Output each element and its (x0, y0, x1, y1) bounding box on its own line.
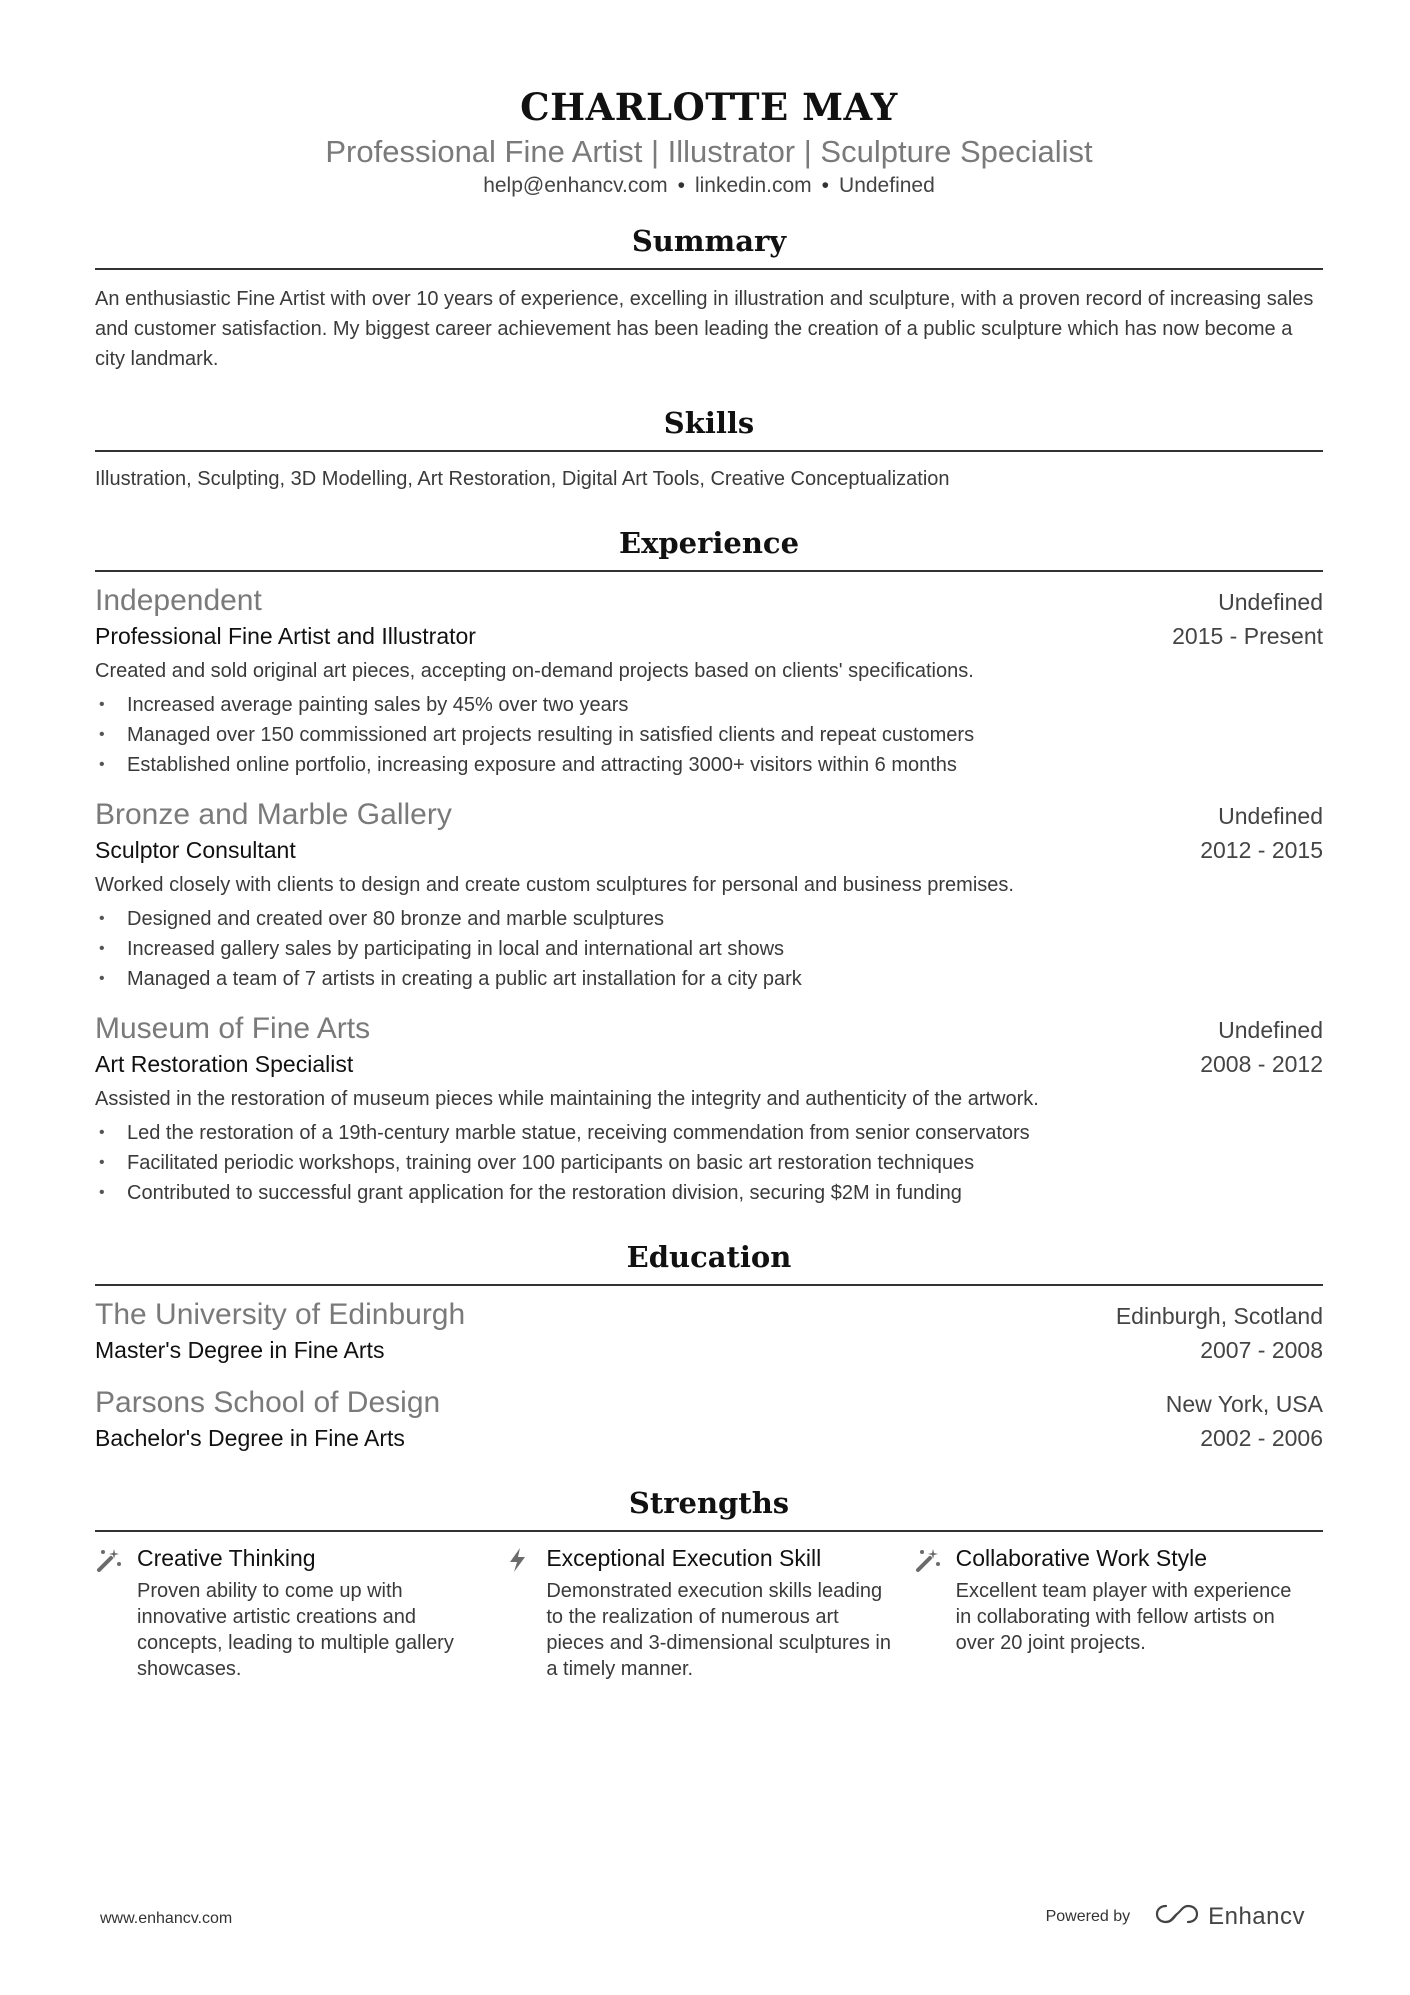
job-bullets (95, 690, 1323, 780)
contact-separator: • (677, 174, 685, 197)
education-degree: Bachelor's Degree in Fine Arts (95, 1425, 405, 1451)
resume-content (95, 0, 1323, 1682)
job-description: Worked closely with clients to design and create custom sculptures for personal and business premises. (95, 874, 1014, 896)
section-title-skills: Skills (663, 406, 755, 440)
section-divider (95, 1284, 1323, 1286)
section-title-summary: Summary (631, 224, 787, 258)
strength-description: Proven ability to come up with innovative artistic creations and concepts, leading to multiple gallery showcases. (137, 1580, 454, 1680)
strength-item (914, 1542, 1323, 1682)
skills-text: Illustration, Sculpting, 3D Modelling, Art Restoration, Digital Art Tools, Creative Conceptualization (95, 468, 950, 490)
job-bullet (95, 720, 1323, 750)
contact-location: Undefined (839, 174, 935, 197)
skills-section (95, 404, 1323, 494)
experience-item (95, 582, 1323, 780)
strengths-section (95, 1484, 1323, 1682)
magic-wand-icon (914, 1542, 956, 1682)
job-location: Undefined (1218, 803, 1323, 829)
education-degree: Master's Degree in Fine Arts (95, 1337, 385, 1363)
education-dates: 2007 - 2008 (1200, 1337, 1323, 1363)
summary-section (95, 222, 1323, 374)
bullet-icon: • (99, 726, 105, 743)
job-role: Professional Fine Artist and Illustrator (95, 623, 476, 649)
job-role: Art Restoration Specialist (95, 1051, 354, 1077)
section-divider (95, 570, 1323, 572)
strength-description: Demonstrated execution skills leading to the realization of numerous art pieces and 3-dimensional sculptures in a timely manner. (546, 1580, 891, 1680)
bullet-icon: • (99, 940, 105, 957)
bullet-text: Managed over 150 commissioned art projects resulting in satisfied clients and repeat customers (127, 724, 975, 746)
job-description: Assisted in the restoration of museum pieces while maintaining the integrity and authenticity of the artwork. (95, 1088, 1039, 1110)
strength-title: Collaborative Work Style (955, 1545, 1208, 1571)
strength-item (95, 1542, 504, 1682)
contact-line (95, 172, 1323, 200)
job-company: Museum of Fine Arts (95, 1012, 371, 1045)
job-company: Bronze and Marble Gallery (95, 798, 452, 831)
job-dates: 2015 - Present (1172, 623, 1323, 649)
job-company: Independent (95, 584, 262, 617)
experience-item (95, 796, 1323, 994)
bullet-icon: • (99, 1124, 105, 1141)
resume-header (95, 0, 1323, 200)
job-description: Created and sold original art pieces, accepting on-demand projects based on clients' specifications. (95, 660, 974, 682)
footer-website[interactable]: www.enhancv.com (100, 1910, 233, 1927)
job-bullet (95, 750, 1323, 780)
section-divider (95, 1530, 1323, 1532)
job-bullet (95, 1178, 1323, 1208)
bullet-text: Managed a team of 7 artists in creating a public art installation for a city park (127, 968, 802, 990)
bullet-icon: • (99, 910, 105, 927)
education-school: The University of Edinburgh (95, 1298, 466, 1331)
contact-linkedin[interactable]: linkedin.com (694, 174, 812, 197)
education-location: New York, USA (1165, 1391, 1323, 1417)
job-bullet (95, 1118, 1323, 1148)
job-bullets (95, 1118, 1323, 1208)
bullet-text: Increased gallery sales by participating in local and international art shows (127, 938, 785, 960)
job-location: Undefined (1218, 1017, 1323, 1043)
education-item (95, 1384, 1323, 1454)
magic-wand-icon (95, 1542, 137, 1682)
bullet-text: Contributed to successful grant application for the restoration division, securing $2M in funding (127, 1182, 962, 1204)
job-location: Undefined (1218, 589, 1323, 615)
brand-name: Enhancv (1208, 1902, 1305, 1930)
job-bullet (95, 690, 1323, 720)
education-item (95, 1296, 1323, 1366)
job-bullet (95, 904, 1323, 934)
bullet-icon: • (99, 756, 105, 773)
education-school: Parsons School of Design (95, 1386, 441, 1419)
education-dates: 2002 - 2006 (1200, 1425, 1323, 1451)
contact-separator: • (821, 174, 830, 197)
candidate-name: CHARLOTTE MAY (520, 85, 898, 129)
summary-text: An enthusiastic Fine Artist with over 10 years of experience, excelling in illustration and sculpture, with a proven record of increasing sales and customer satisfaction. My biggest career achievement has been leading the creation of a public sculpture which has now become a city landmark. (95, 288, 1314, 370)
section-divider (95, 450, 1323, 452)
bullet-icon: • (99, 1154, 105, 1171)
experience-item (95, 1010, 1323, 1208)
strength-item (504, 1542, 913, 1682)
candidate-headline: Professional Fine Artist | Illustrator | Sculpture Specialist (325, 134, 1093, 169)
section-divider (95, 268, 1323, 270)
bullet-text: Led the restoration of a 19th-century marble statue, receiving commendation from senior conservators (127, 1122, 1030, 1144)
job-dates: 2008 - 2012 (1200, 1051, 1323, 1077)
section-title-education: Education (626, 1240, 792, 1274)
footer-branding (1046, 1902, 1305, 1931)
education-section (95, 1238, 1323, 1454)
lightning-bolt-icon (504, 1542, 546, 1682)
enhancv-logo-icon (1154, 1902, 1200, 1931)
experience-section (95, 524, 1323, 1208)
bullet-text: Designed and created over 80 bronze and marble sculptures (127, 908, 664, 930)
strength-title: Creative Thinking (137, 1545, 316, 1571)
job-dates: 2012 - 2015 (1200, 837, 1323, 863)
bullet-text: Established online portfolio, increasing exposure and attracting 3000+ visitors within 6 months (127, 754, 957, 776)
section-title-experience: Experience (618, 526, 800, 560)
strength-description: Excellent team player with experience in collaborating with fellow artists on over 20 joint projects. (955, 1580, 1292, 1654)
section-title-strengths: Strengths (628, 1486, 790, 1520)
bullet-icon: • (99, 970, 105, 987)
bullet-icon: • (99, 1184, 105, 1201)
education-location: Edinburgh, Scotland (1115, 1303, 1323, 1329)
strengths-list (95, 1542, 1323, 1682)
powered-by-label: Powered by (1045, 1907, 1131, 1925)
contact-email[interactable]: help@enhancv.com (483, 174, 668, 197)
job-bullet (95, 964, 1323, 994)
job-bullets (95, 904, 1323, 994)
bullet-text: Increased average painting sales by 45% over two years (127, 694, 629, 716)
strength-title: Exceptional Execution Skill (546, 1545, 822, 1571)
job-role: Sculptor Consultant (95, 837, 296, 863)
bullet-icon: • (99, 696, 105, 713)
bullet-text: Facilitated periodic workshops, training over 100 participants on basic art restoration techniques (127, 1152, 975, 1174)
job-bullet (95, 934, 1323, 964)
job-bullet (95, 1148, 1323, 1178)
